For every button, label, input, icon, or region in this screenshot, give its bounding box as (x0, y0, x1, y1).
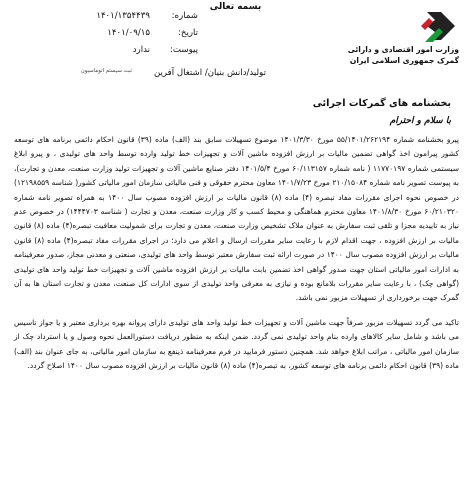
section-title: بخشنامه های گمرکات اجرائی (312, 98, 451, 109)
org-line-customs: گمرک جمهوری اسلامی ایران (349, 56, 459, 65)
letter-body (14, 133, 459, 374)
date-label: تاریخ: (178, 28, 198, 38)
organization-block (309, 44, 459, 66)
number-label: شماره: (171, 11, 198, 21)
number-row (28, 8, 198, 25)
basmala: بسمه تعالی (209, 2, 262, 12)
recipient-line: تولید/دانش بنیان/ اشتغال آفرین (154, 68, 266, 78)
salutation: با سلام و احترام (389, 116, 451, 126)
body-paragraph-1: پیرو بخشنامه شماره ۵۵/۱۴۰۱/۲۶۲۱۹۴ مورخ ۱۴۰۱/۳/۳۰ موضوع تسهیلات سابق بند (الف) ماده (۳۹) قانون احکام دائمی برنامه های توسعه کشور پیرامون اخذ گواهی تضمین مالیات بر ارزش افزوده ماشین آلات و تجهیزات خط تولید وارده توسط واحد های تولیدی ، و پیرو ابلاغ سیستمی شماره ۱۱۷۷۰۱۹۷ ( نامه شماره ۶۰/۱۱۳۱۵۷ مورخ ۱۴۰۱/۵/۴ دفتر صنایع ماشین آلات و تجهیزات تولید وزارت صنعت، معدن و تجارت)، به پیوست تصویر نامه شماره ۲۱۰/۱۵۰۸۴ مورخ ۱۴۰۱/۷/۲۳ معاون محترم حقوقی و فنی مالیاتی سازمان امور مالیاتی کشور( شناسه ۱۲۱۹۸۵۵۹) در خصوص نحوه اجرای مقررات مفاد تبصره (۴) ماده (۸) قانون مالیات بر ارزش افزوده مصوب سال ۱۴۰۰ به همراه تصویر نامه شماره ۶۰/۲۱۰۳۲۰ مورخ ۱۴۰۱/۸/۳۰ معاون محترم هماهنگی و محیط کسب و کار وزارت صنعت، معدن و تجارت ( شناسه ۱۴۴۴۷۰۳) در خصوص عدم نیاز به تاییدیه مجزا و تلقی ثبت سفارش به عنوان ملاک تشخیص وزارت صنعت، معدن و تجارت برای شمولیت معافیت تبصره(۴) ماده (۸) قانون مالیات بر ارزش افزوده ، جهت اقدام لازم با رعایت سایر مقررات ارسال و اعلام می دارد؛ در اجرای مقررات مفاد تبصره(۴) ماده (۸) قانون مالیات بر ارزش افزوده مصوب سال ۱۴۰۰ در صورت ارائه ثبت سفارش معتبر توسط واحد های تولیدی، صنعتی و معدنی مجاز، صدور معرفینامه به ادارات امور مالیاتی استان جهت صدور گواهی اخذ تضمین بابت مالیات بر ارزش افزوده ماشین آلات و تجهیزات خط تولید واحد های تولیدی (گواهی چک) ، با رعایت سایر مقررات بلامانع بوده و نیازی به معرفی واحد تولیدی از سوی ادارات کل صنعت، معدن و تجارت استان ها به آن گمرک جهت برخورداری از تسهیلات مزبور نمی باشد. (14, 135, 460, 303)
attachment-row (28, 42, 198, 59)
number-value: ۱۴۰۱/۱۳۵۴۴۳۹ (96, 11, 150, 21)
attachment-value: ندارد (132, 45, 150, 55)
date-value: ۱۴۰۱/۰۹/۱۵ (107, 28, 150, 38)
org-line-ministry: وزارت امور اقتصادی و دارائی (347, 45, 459, 54)
body-paragraph-2: تاکید می گردد تسهیلات مزبور صرفاً جهت ماشین آلات و تجهیزات خط تولید واحد های تولیدی دارای پروانه بهره برداری معتبر و یا جواز تاسیس می باشد و شامل سایر کالاهای وارده بنام واحد تولیدی نمی گردد. ضمن اینکه به منظور دریافت دستورالعمل نحوه وصول و یا استرداد چک از سازمان امور مالیاتی ، مراتب ابلاغ خواهد شد. همچنین دستور فرمایید در فرم معرفینامه ذینفع به سازمان امور مالیاتی، به جای عنوان بند (الف) ماده (۳۹) قانون احکام دائمی برنامه های توسعه کشور، به تبصره(۴) ماده (۸) قانون مالیات بر ارزش افزوده مصوب سال ۱۴۰۰ اصلاح گردد. (14, 317, 459, 371)
customs-logo-icon (419, 6, 459, 46)
letter-meta (28, 8, 198, 59)
system-note: ثبت سیستم اتوماسیون (80, 68, 132, 74)
attachment-label: پیوست: (170, 45, 198, 55)
date-row (28, 25, 198, 42)
